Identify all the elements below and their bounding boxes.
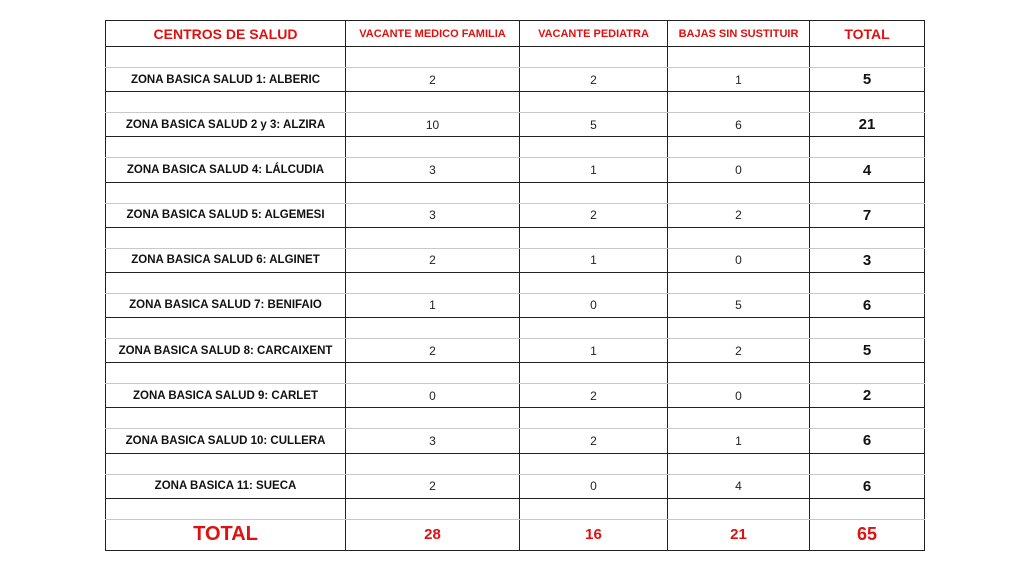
cell-name: ZONA BASICA SALUD 1: ALBERIC: [106, 68, 346, 92]
cell-bajas: 4: [668, 474, 810, 498]
cell-medico: 2: [346, 474, 520, 498]
health-centers-table: [105, 20, 925, 551]
cell-pediatra: 2: [520, 384, 668, 408]
spacer-cell: [346, 272, 520, 293]
cell-pediatra: 1: [520, 339, 668, 363]
cell-pediatra: 1: [520, 248, 668, 272]
spacer-row: [106, 182, 925, 203]
cell-bajas: 1: [668, 429, 810, 453]
spacer-cell: [668, 453, 810, 474]
cell-bajas: 1: [668, 68, 810, 92]
spacer-row: [106, 318, 925, 339]
cell-pediatra: 5: [520, 113, 668, 137]
cell-medico: 3: [346, 429, 520, 453]
cell-bajas: 0: [668, 158, 810, 182]
spacer-cell: [106, 182, 346, 203]
cell-medico: 2: [346, 68, 520, 92]
spacer-cell: [810, 453, 925, 474]
spacer-row: [106, 408, 925, 429]
spacer-cell: [668, 182, 810, 203]
cell-name: ZONA BASICA SALUD 2 y 3: ALZIRA: [106, 113, 346, 137]
header-total: TOTAL: [810, 21, 925, 47]
spacer-cell: [810, 92, 925, 113]
table-row: [106, 429, 925, 453]
spacer-cell: [106, 137, 346, 158]
spacer-cell: [810, 272, 925, 293]
table-row: [106, 203, 925, 227]
spacer-cell: [810, 47, 925, 68]
cell-total: 4: [810, 158, 925, 182]
cell-medico: 10: [346, 113, 520, 137]
spacer-cell: [346, 363, 520, 384]
spacer-cell: [520, 272, 668, 293]
cell-pediatra: 0: [520, 293, 668, 317]
cell-name: ZONA BASICA 11: SUECA: [106, 474, 346, 498]
cell-name: ZONA BASICA SALUD 8: CARCAIXENT: [106, 339, 346, 363]
spacer-cell: [106, 498, 346, 519]
cell-pediatra: 2: [520, 429, 668, 453]
total-bajas: 21: [668, 519, 810, 550]
cell-total: 6: [810, 293, 925, 317]
spacer-row: [106, 498, 925, 519]
header-vacante-medico: VACANTE MEDICO FAMILIA: [346, 21, 520, 47]
cell-total: 2: [810, 384, 925, 408]
spacer-row: [106, 272, 925, 293]
spacer-cell: [520, 227, 668, 248]
header-vacante-pediatra: VACANTE PEDIATRA: [520, 21, 668, 47]
cell-total: 3: [810, 248, 925, 272]
total-label: TOTAL: [106, 519, 346, 550]
spacer-cell: [520, 318, 668, 339]
spacer-row: [106, 453, 925, 474]
spacer-cell: [810, 318, 925, 339]
spacer-cell: [668, 137, 810, 158]
table-row: [106, 339, 925, 363]
total-total: 65: [810, 519, 925, 550]
table-row: [106, 384, 925, 408]
table-row: [106, 113, 925, 137]
total-pediatra: 16: [520, 519, 668, 550]
header-centros: CENTROS DE SALUD: [106, 21, 346, 47]
spacer-cell: [346, 227, 520, 248]
spacer-cell: [106, 47, 346, 68]
spacer-cell: [810, 363, 925, 384]
spacer-cell: [520, 47, 668, 68]
cell-name: ZONA BASICA SALUD 7: BENIFAIO: [106, 293, 346, 317]
spacer-cell: [520, 182, 668, 203]
spacer-cell: [520, 498, 668, 519]
cell-total: 21: [810, 113, 925, 137]
spacer-cell: [668, 92, 810, 113]
cell-bajas: 2: [668, 339, 810, 363]
header-bajas: BAJAS SIN SUSTITUIR: [668, 21, 810, 47]
cell-bajas: 2: [668, 203, 810, 227]
spacer-cell: [346, 408, 520, 429]
cell-pediatra: 2: [520, 203, 668, 227]
cell-name: ZONA BASICA SALUD 4: LÁLCUDIA: [106, 158, 346, 182]
spacer-cell: [346, 137, 520, 158]
cell-total: 6: [810, 429, 925, 453]
spacer-cell: [346, 92, 520, 113]
spacer-cell: [520, 363, 668, 384]
header-row: [106, 21, 925, 47]
cell-medico: 3: [346, 203, 520, 227]
spacer-row: [106, 363, 925, 384]
spacer-cell: [520, 92, 668, 113]
table-body: [106, 21, 925, 551]
total-medico: 28: [346, 519, 520, 550]
spacer-cell: [668, 408, 810, 429]
cell-name: ZONA BASICA SALUD 6: ALGINET: [106, 248, 346, 272]
spacer-cell: [810, 182, 925, 203]
table-row: [106, 158, 925, 182]
spacer-cell: [810, 227, 925, 248]
cell-medico: 0: [346, 384, 520, 408]
spacer-cell: [668, 47, 810, 68]
cell-pediatra: 0: [520, 474, 668, 498]
spacer-row: [106, 92, 925, 113]
cell-name: ZONA BASICA SALUD 9: CARLET: [106, 384, 346, 408]
spacer-cell: [668, 498, 810, 519]
spacer-cell: [106, 92, 346, 113]
spacer-cell: [346, 498, 520, 519]
spacer-row: [106, 227, 925, 248]
cell-pediatra: 2: [520, 68, 668, 92]
table-row: [106, 68, 925, 92]
spacer-cell: [668, 227, 810, 248]
cell-total: 5: [810, 339, 925, 363]
spacer-cell: [346, 182, 520, 203]
spacer-cell: [346, 318, 520, 339]
cell-name: ZONA BASICA SALUD 10: CULLERA: [106, 429, 346, 453]
spacer-cell: [106, 363, 346, 384]
spacer-cell: [106, 227, 346, 248]
spacer-cell: [520, 453, 668, 474]
spacer-cell: [106, 453, 346, 474]
spacer-row: [106, 47, 925, 68]
spacer-cell: [346, 453, 520, 474]
totals-row: [106, 519, 925, 550]
cell-pediatra: 1: [520, 158, 668, 182]
table-row: [106, 293, 925, 317]
spacer-cell: [106, 318, 346, 339]
spacer-cell: [810, 498, 925, 519]
table-row: [106, 474, 925, 498]
spacer-cell: [106, 408, 346, 429]
cell-bajas: 5: [668, 293, 810, 317]
spacer-cell: [810, 408, 925, 429]
spacer-cell: [520, 408, 668, 429]
spacer-cell: [668, 272, 810, 293]
cell-medico: 3: [346, 158, 520, 182]
table-row: [106, 248, 925, 272]
spacer-row: [106, 137, 925, 158]
cell-bajas: 6: [668, 113, 810, 137]
spacer-cell: [106, 272, 346, 293]
spacer-cell: [668, 318, 810, 339]
cell-bajas: 0: [668, 248, 810, 272]
cell-bajas: 0: [668, 384, 810, 408]
cell-total: 6: [810, 474, 925, 498]
spacer-cell: [346, 47, 520, 68]
cell-medico: 2: [346, 339, 520, 363]
spacer-cell: [520, 137, 668, 158]
cell-total: 7: [810, 203, 925, 227]
cell-name: ZONA BASICA SALUD 5: ALGEMESI: [106, 203, 346, 227]
cell-medico: 1: [346, 293, 520, 317]
cell-medico: 2: [346, 248, 520, 272]
spacer-cell: [810, 137, 925, 158]
cell-total: 5: [810, 68, 925, 92]
spacer-cell: [668, 363, 810, 384]
